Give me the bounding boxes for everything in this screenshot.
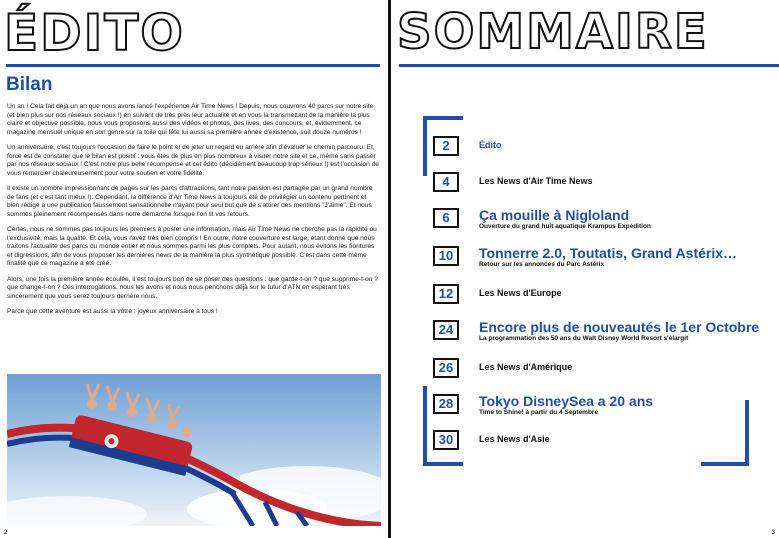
frame-corner [423, 116, 463, 120]
page-number: 2 [4, 530, 8, 536]
toc-subtitle: Retour sur les annonces du Parc Astérix [479, 261, 605, 268]
paragraph: Certes, nous ne sommes pas toujours les premiers à poster une information, mais Air Time News ne cherche pas la rapidité ou l'exclusivité, mais la qualité. Et cela, vous l'avez très bien compris ! En outre, notre couverture est large, étant donné que nous traitons l'actualité des parcs du monde entier et nous sommes parmi les plus complets. Pour autant, nous évitons les fioritures et digressions, afin de vous proposer les dernières news de la manière la plus synthétique possible. C'est dans cette même finalité que ce magazine a été créé. [7, 226, 377, 267]
frame-corner [423, 116, 427, 176]
toc-subtitle: Time to Shine! à partir du 4 Septembre [479, 409, 599, 416]
toc-page-number: 28 [433, 394, 459, 414]
toc-title: Édito [479, 140, 502, 150]
rollercoaster-image [7, 374, 381, 526]
edito-heading: ÉDITO [4, 4, 185, 62]
paragraph: Il existe un nombre impressionnant de pages sur les parcs d'attractions, tant notre passion est partagée par un grand nombre de fans (et c'est tant mieux !). Cependant, la différence d'Air Time News a toujours été de privilégier un contenu pertinent et bien rédigé à une publication faussement sensationnelle n'ayant pour seul but que de s'attirer des mentions "J'aime". Et nous sommes pleinement récompensés dans notre démarche lorsque l'on lit vos retours. [7, 185, 373, 218]
paragraph: Un an ! Cela fait déjà un an que nous avons lancé l'expérience Air Time News ! Depuis, nous couvrons 40 parcs sur notre site (et bien plus sur nos réseaux sociaux !) en suivant de très près leur actualité et en vous la transmettant de la manière la plus claire et objective possible, nous vous proposons aussi des vidéos et photos, des lives, des concours, et, évidemment, ce magazine mensuel unique en son genre sur la toile qui fête lui aussi sa première année d'existence, soit douze numéros ! [7, 103, 374, 136]
toc-subtitle: La programmation des 50 ans du Walt Disney World Resort s'élargit [479, 335, 689, 342]
edito-body [7, 103, 379, 324]
frame-corner [423, 386, 427, 466]
edito-rule [6, 64, 380, 67]
toc-subtitle: Ouverture du grand huit aquatique Krampus Expédition [479, 223, 651, 230]
section-title: Bilan [6, 74, 53, 95]
toc-page-number: 2 [433, 136, 459, 156]
toc-title: Ça mouille à Nigloland [479, 207, 630, 223]
frame-corner [423, 462, 463, 466]
toc-page-number: 30 [433, 430, 459, 450]
frame-corner [745, 400, 749, 466]
toc-title: Tonnerre 2.0, Toutatis, Grand Astérix… [479, 245, 738, 261]
paragraph: Alors, une fois la première année écoulée, il est toujours bon de se poser des questions : que garde-t-on ? que supprime-t-on ? que change-t-on ? Ces interrogations, nous les avons et nous nous penchons déjà sur le futur d'ATN en espérant très sincèrement que vous serez toujours derrière nous. [7, 275, 378, 300]
paragraph: Un anniversaire, c'est toujours l'occasion de faire le point et de jeter un regard en arrière afin d'évaluer le chemin parcouru. Et, force est de constater que le bilan est positif : vous êtes de plus en plus nombreux à visiter notre site et ce, même sans passer par nos réseaux sociaux ! C'est notre plus belle récompense et cet édito (décidément beaucoup trop sérieux !) est l'occasion de vous remercier chaleureusement pour votre soutien et votre fidélité. [7, 144, 379, 177]
rollercoaster-photo [7, 374, 381, 526]
toc-title: Les News d'Asie [479, 434, 550, 444]
toc-title: Tokyo DisneySea a 20 ans [479, 393, 654, 409]
edito-page [0, 0, 388, 538]
sommaire-heading: SOMMAIRE [397, 4, 709, 60]
sommaire-page [391, 0, 779, 538]
toc-page-number: 24 [433, 320, 459, 340]
toc-title: Les News d'Amérique [479, 362, 573, 372]
toc-page-number: 6 [433, 208, 459, 228]
toc-page-number: 10 [433, 246, 459, 266]
frame-corner [701, 462, 749, 466]
paragraph: Parce que cette aventure est aussi la vôtre : joyeux anniversaire à tous ! [7, 308, 218, 315]
toc-title: Les News d'Air Time News [479, 176, 593, 186]
toc-title: Les News d'Europe [479, 288, 562, 298]
toc-page-number: 4 [433, 172, 459, 192]
toc-page-number: 12 [433, 284, 459, 304]
toc-page-number: 26 [433, 358, 459, 378]
sommaire-rule [399, 64, 779, 67]
page-number: 3 [771, 530, 775, 536]
toc-title: Encore plus de nouveautés le 1er Octobre [479, 319, 760, 335]
